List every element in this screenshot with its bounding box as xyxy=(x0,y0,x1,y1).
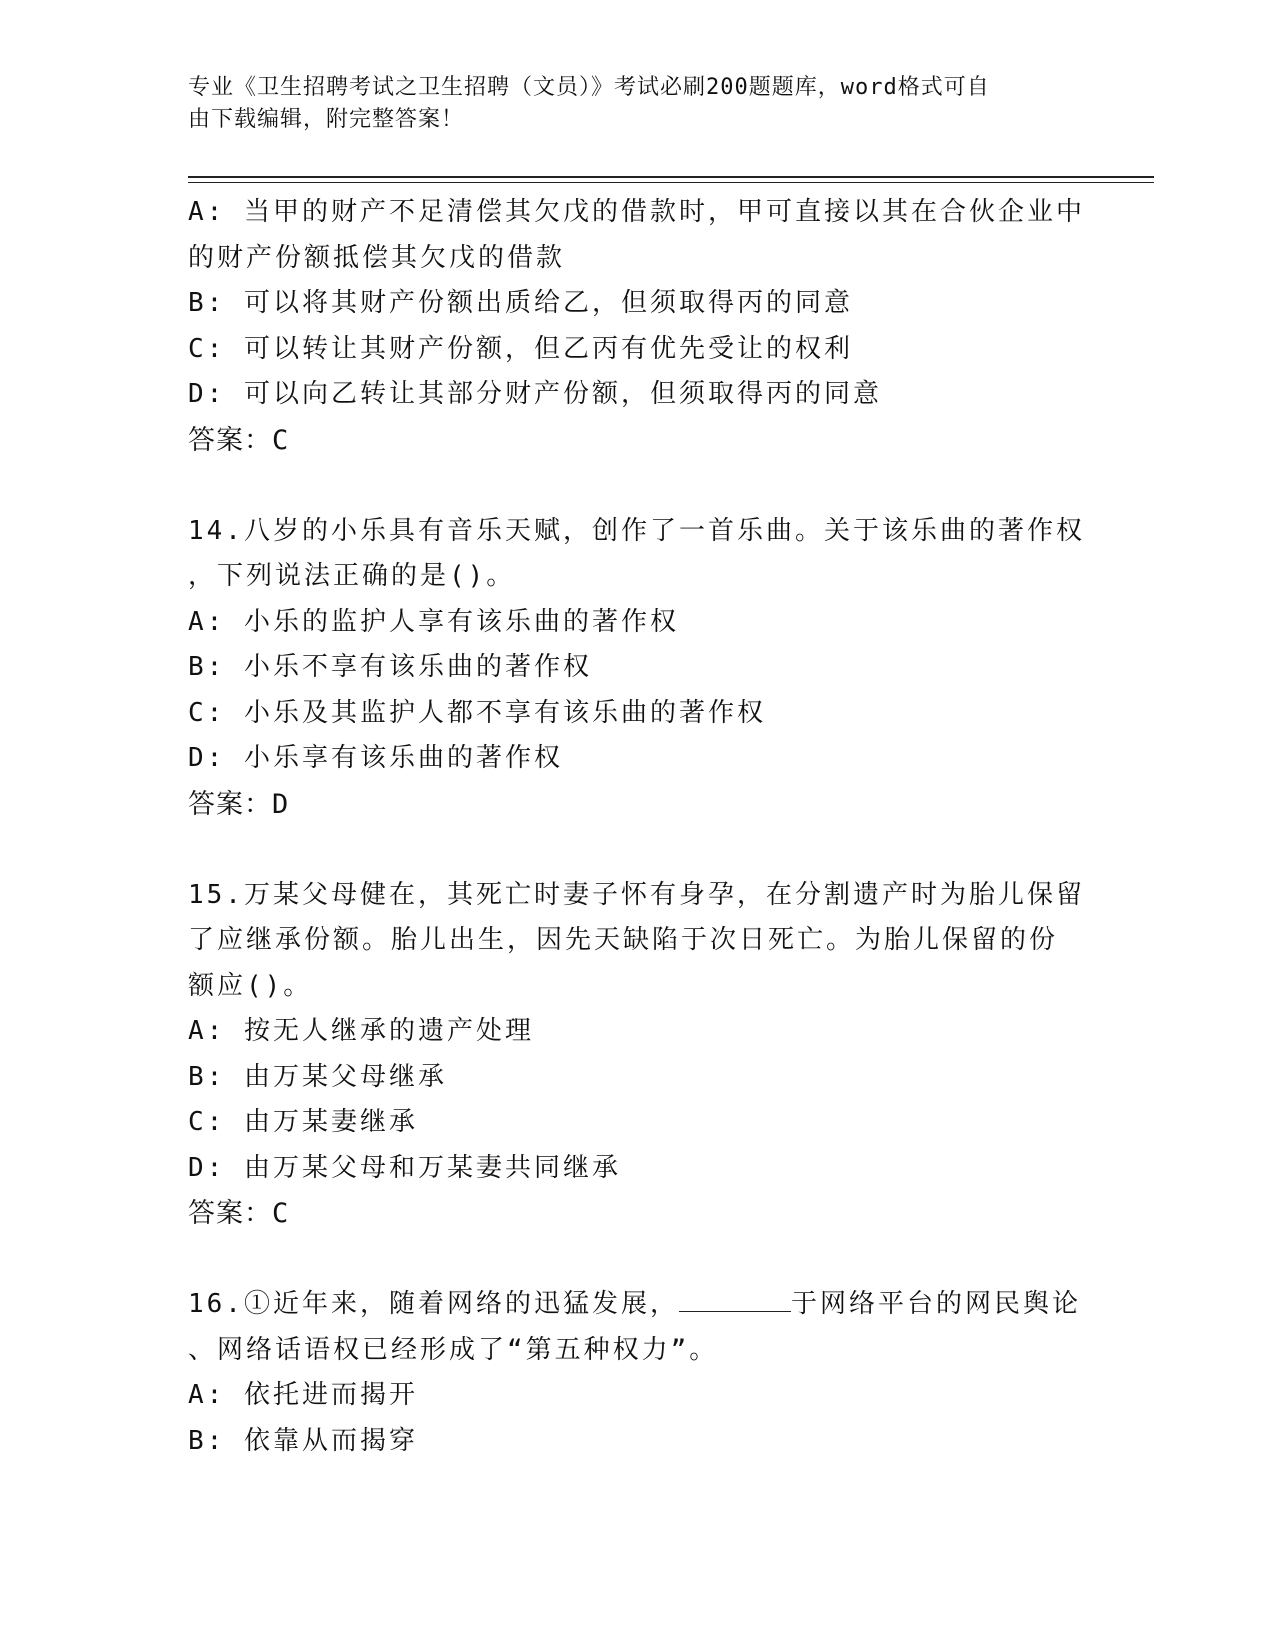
spacer xyxy=(188,463,1088,509)
header-line-2: 由下载编辑，附完整答案！ xyxy=(188,107,465,132)
option-d: D: 由万某父母和万某妻共同继承 xyxy=(188,1152,621,1183)
question-stem-part-2: 于网络平台的网民舆论 xyxy=(790,1289,1081,1319)
header-rule-thick xyxy=(188,176,1154,178)
answer-line xyxy=(188,782,1088,828)
question-stem: 15.万某父母健在，其死亡时妻子怀有身孕，在分割遗产时为胎儿保留 xyxy=(188,879,1085,910)
spacer xyxy=(188,1237,1088,1283)
option-b: B: 依靠从而揭穿 xyxy=(188,1425,418,1456)
question-stem: 14.八岁的小乐具有音乐天赋，创作了一首乐曲。关于该乐曲的著作权 xyxy=(188,515,1085,546)
option-a: A: 小乐的监护人享有该乐曲的著作权 xyxy=(188,606,679,637)
option-a: A: 依托进而揭开 xyxy=(188,1380,418,1410)
header-rule-thin xyxy=(188,182,1154,183)
question-13 xyxy=(188,190,1088,463)
option-c: C: 小乐及其监护人都不享有该乐曲的著作权 xyxy=(188,697,766,728)
option-b: B: 小乐不享有该乐曲的著作权 xyxy=(188,652,592,682)
fill-in-blank xyxy=(679,1289,791,1312)
question-stem-continued: ，下列说法正确的是()。 xyxy=(188,561,516,591)
option-a: A: 当甲的财产不足清偿其欠戊的借款时，甲可直接以其在合伙企业中 xyxy=(188,197,1085,227)
answer-label: 答案： xyxy=(188,424,272,456)
question-stem-part-1: 16.①近年来，随着网络的迅猛发展， xyxy=(188,1289,679,1319)
option-a: A: 按无人继承的遗产处理 xyxy=(188,1016,534,1046)
answer-label: 答案： xyxy=(188,1198,272,1229)
option-a-continued: 的财产份额抵偿其欠戊的借款 xyxy=(188,242,566,273)
question-16 xyxy=(188,1282,1088,1464)
option-d: D: 小乐享有该乐曲的著作权 xyxy=(188,743,563,773)
answer-value: D xyxy=(272,788,290,820)
question-list xyxy=(188,190,1088,1464)
option-b: B: 由万某父母继承 xyxy=(188,1061,447,1092)
answer-line xyxy=(188,418,1088,464)
option-b: B: 可以将其财产份额出质给乙，但须取得丙的同意 xyxy=(188,288,853,318)
header-line-1: 专业《卫生招聘考试之卫生招聘（文员）》考试必刷200题题库，word格式可自 xyxy=(188,75,990,100)
answer-line xyxy=(188,1191,1088,1237)
question-15 xyxy=(188,873,1088,1237)
question-14 xyxy=(188,509,1088,828)
spacer xyxy=(188,827,1088,873)
question-stem-continued: 、网络话语权已经形成了“第五种权力”。 xyxy=(188,1334,719,1365)
question-stem-continued: 额应()。 xyxy=(188,970,313,1001)
option-c: C: 可以转让其财产份额，但乙丙有优先受让的权利 xyxy=(188,333,853,364)
question-stem-continued: 了应继承份额。胎儿出生，因先天缺陷于次日死亡。为胎儿保留的份 xyxy=(188,925,1059,955)
option-c: C: 由万某妻继承 xyxy=(188,1107,418,1137)
answer-label: 答案： xyxy=(188,788,272,820)
answer-value: C xyxy=(272,1198,290,1229)
answer-value: C xyxy=(272,424,290,456)
option-d: D: 可以向乙转让其部分财产份额，但须取得丙的同意 xyxy=(188,379,882,409)
document-header xyxy=(188,72,1068,136)
question-stem xyxy=(188,1282,1088,1328)
